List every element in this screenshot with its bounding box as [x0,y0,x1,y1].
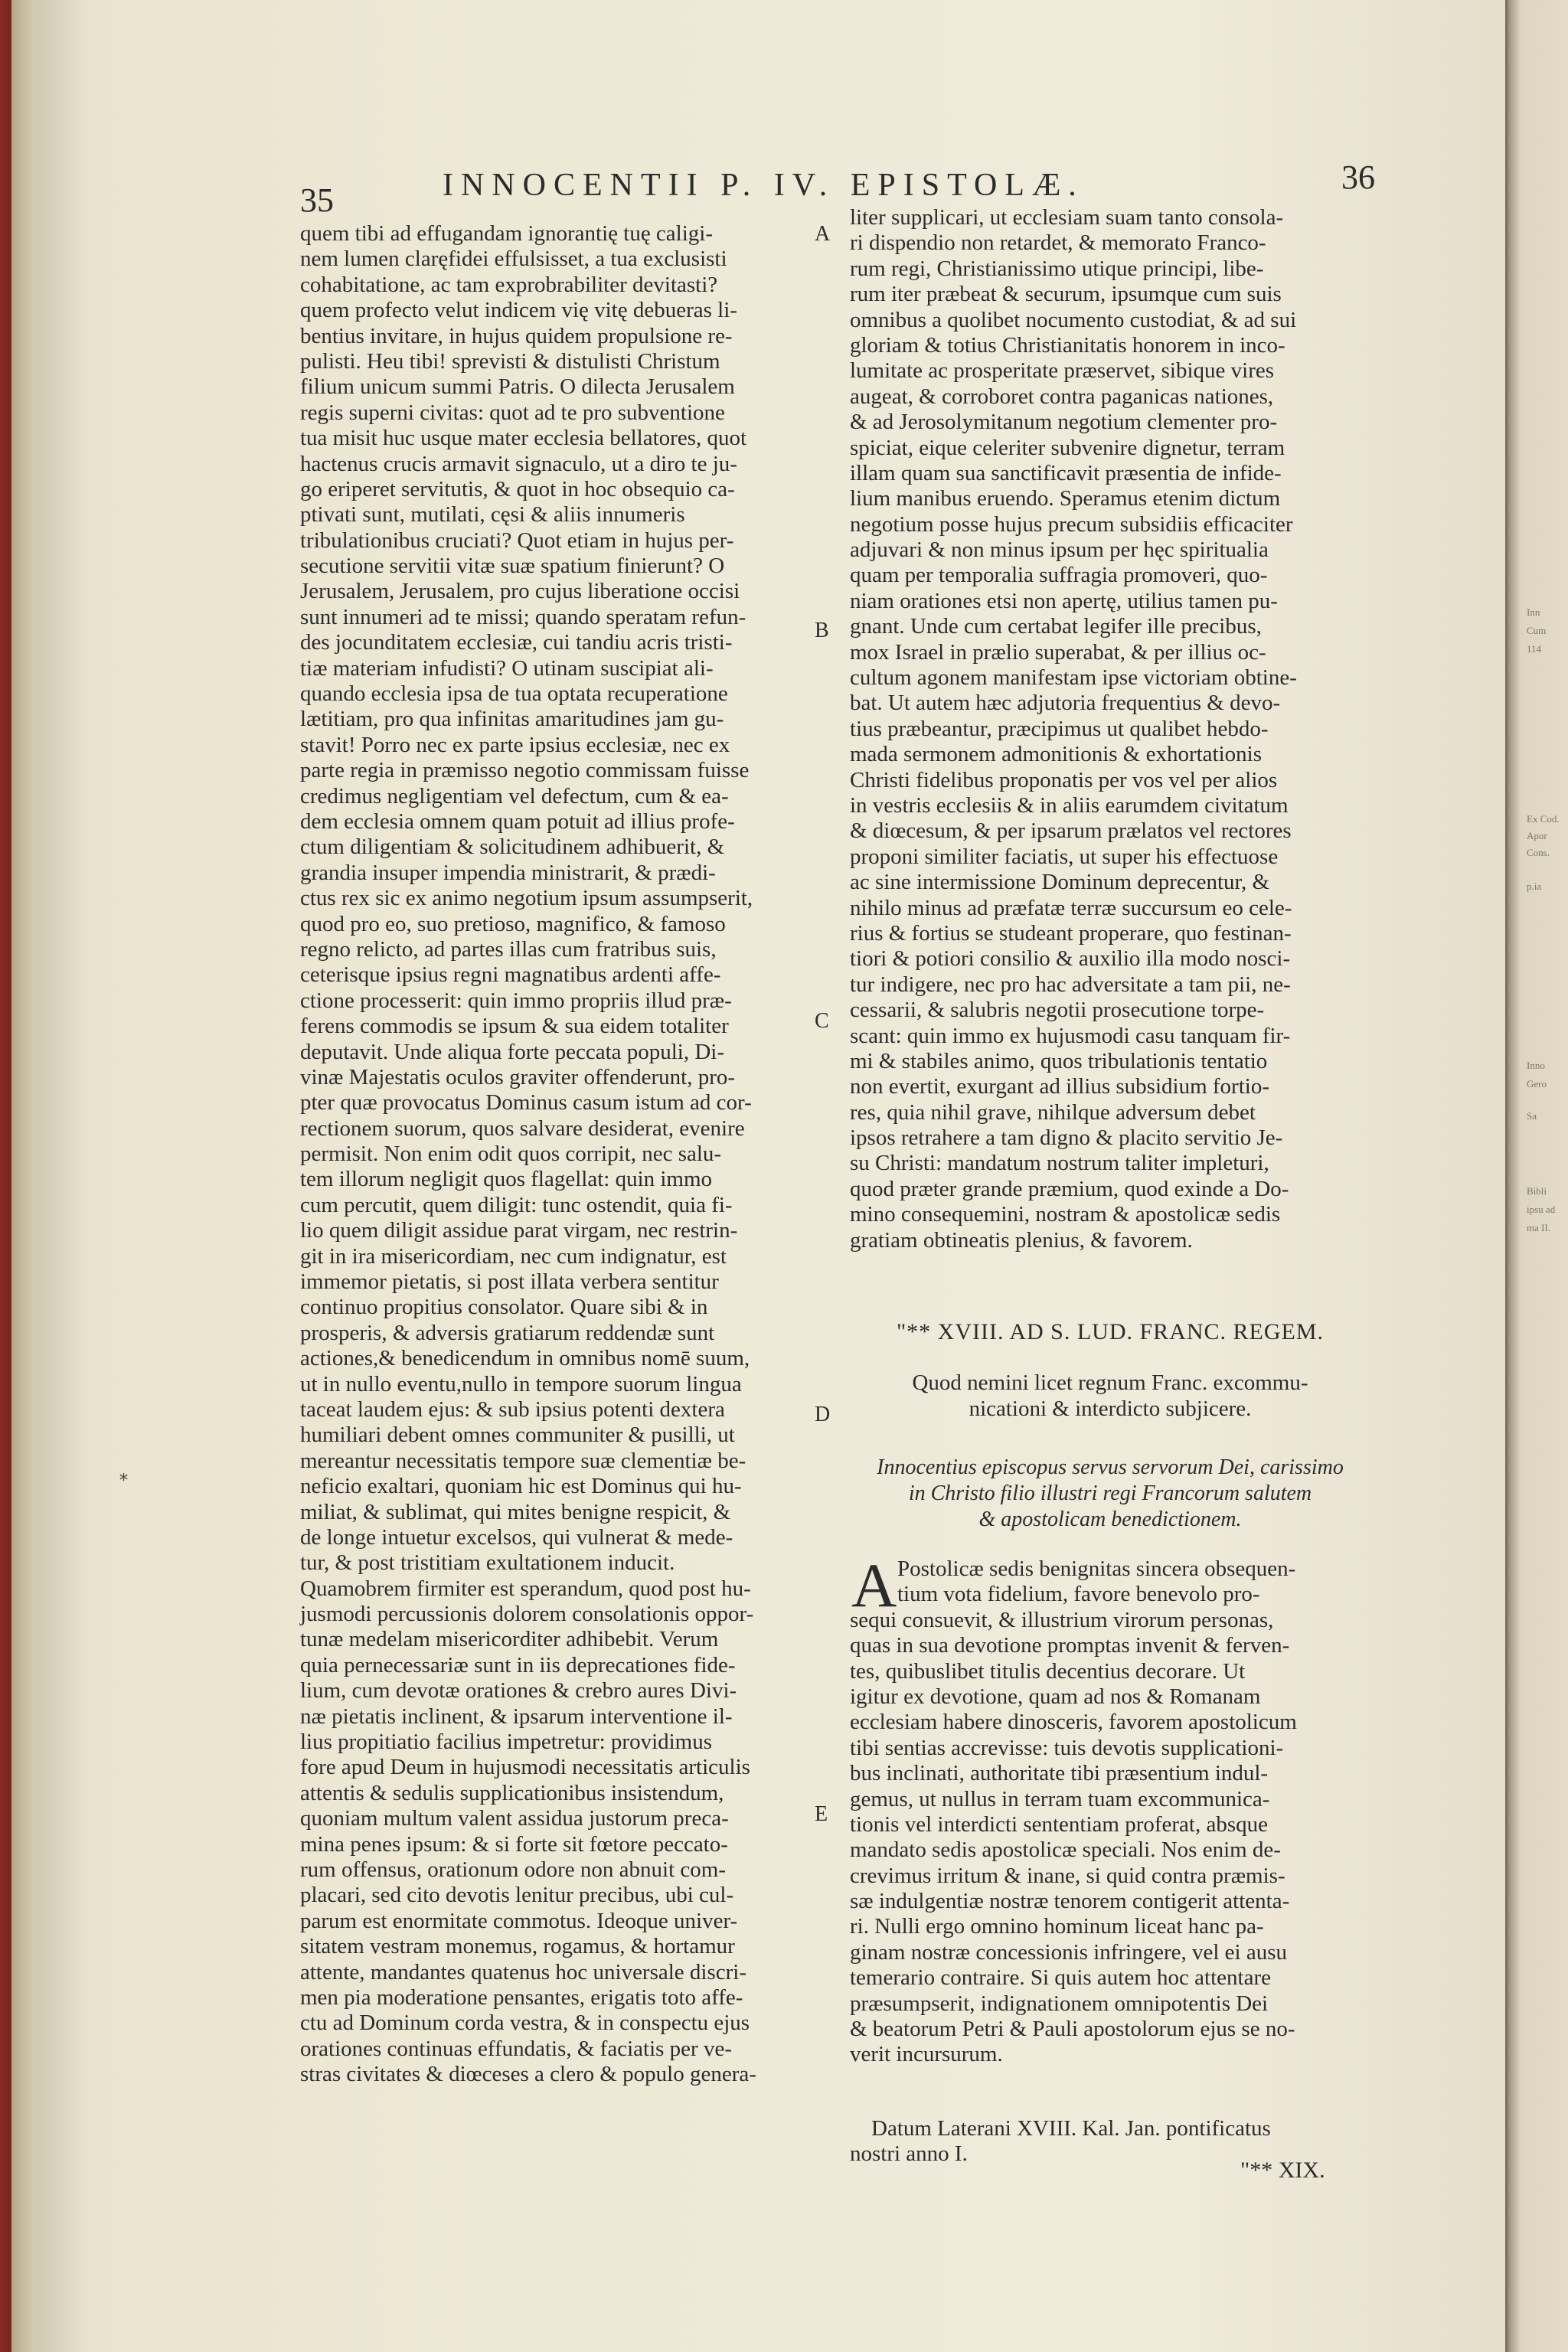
bleed-text: Cons. [1527,847,1550,858]
text-line: des jocunditatem ecclesiæ, cui tandiu acris tristi- [300,630,733,655]
text-line: mada sermonem admonitionis & exhortationis [850,742,1263,767]
text-line: quas in sua devotione promptas invenit & ferven- [850,1633,1290,1658]
text-line: tes, quibuslibet titulis decentius decorare. Ut [850,1658,1246,1684]
text-line: dem ecclesia omnem quam potuit ad illius profe- [300,808,735,834]
text-line: quod pro eo, suo pretioso, magnifico, & famoso [300,911,726,936]
text-line: mi & stabiles animo, quos tribulationis tentatio [850,1048,1268,1073]
text-line: ctione processerit: quin immo propriis illud præ- [300,988,732,1013]
text-line: res, quia nihil grave, nihilque adversum debet [850,1099,1256,1125]
text-line: secutione servitii vitæ suæ spatium finierunt? O [300,554,725,579]
text-line: regno relicto, ad partes illas cum fratribus suis, [300,936,717,962]
text-line: rum offensus, orationum odore non abnuit com- [300,1857,726,1882]
text-line: gratiam obtineatis plenius, & favorem. [850,1227,1193,1253]
text-line: lio quem diligit assidue parat virgam, nec restrin- [300,1218,738,1243]
bleed-text: Bibli [1527,1185,1547,1197]
text-line: ipsos retrahere a tam digno & placito servitio Je- [850,1125,1283,1151]
text-line: grandia insuper impendia ministrarit, & prædi- [300,860,716,885]
text-line: attentis & sedulis supplicationibus insistendum, [300,1780,724,1805]
text-line: ecclesiam habere dinosceris, favorem apostolicum [850,1710,1297,1735]
text-line: credimus negligentiam vel defectum, cum & ea- [300,783,729,808]
text-line: ut in nullo eventu,nullo in tempore suorum lingua [300,1371,742,1396]
margin-asterism: * [119,1472,128,1491]
bleed-text: Sa [1527,1110,1537,1122]
text-line: de longe intuetur excelsos, qui vulnerat & mede- [300,1524,733,1550]
text-line: go eriperet servitutis, & quot in hoc obsequio ca- [300,476,735,501]
text-line: lium manibus eruendo. Speramus etenim dictum [850,486,1281,511]
margin-letter-b: B [815,619,829,642]
text-line: augeat, & corroboret contra paganicas nationes, [850,384,1274,409]
text-line: pter quæ provocatus Dominus casum istum ad cor- [300,1090,752,1116]
text-line: mereantur necessitatis tempore suæ clementiæ be- [300,1448,746,1473]
text-line: lium, cum devotæ orationes & crebro aures Divi- [300,1678,737,1704]
text-line: ac sine intermissione Dominum deprecentur, & [850,870,1270,895]
text-line: ptivati sunt, mutilati, cęsi & aliis innumeris [300,502,685,528]
text-line: ctum diligentiam & solicitudinem adhibuerit, & [300,835,725,860]
bleed-text: Inn [1527,606,1540,618]
text-line: bat. Ut autem hæc adjutoria frequentius & devo- [850,691,1281,716]
text-line: su Christi: mandatum nostrum taliter impleturi, [850,1151,1269,1176]
bleed-text: p.ia [1527,880,1542,892]
text-line: liter supplicari, ut ecclesiam suam tanto consola- [850,205,1284,230]
bleed-text: Cum [1527,625,1547,636]
margin-letter-d: D [815,1403,831,1426]
text-line: ctu ad Dominum corda vestra, & in conspectu ejus [300,2011,750,2036]
text-line: næ pietatis inclinent, & ipsarum interventione il- [300,1704,733,1729]
text-line: tiæ materiam infudisti? O utinam suscipiat ali- [300,655,714,681]
text-line: spiciat, eique celeriter subvenire dignetur, terram [850,435,1285,460]
book-gutter [0,0,35,2352]
text-line: quem tibi ad effugandam ignorantię tuę caligi- [300,221,714,246]
text-line: prosperis, & adversis gratiarum reddendæ sunt [300,1320,715,1345]
text-line: & ad Jerosolymitanum negotium clementer pro- [850,410,1278,435]
text-line: temerario contraire. Si quis autem hoc attentare [850,1965,1271,1991]
text-line: git in ira misericordiam, nec cum indignatur, est [300,1243,727,1269]
epistle-heading: "** XVIII. AD S. LUD. FRANC. REGEM. [896,1319,1325,1344]
text-line: placari, sed cito devotis lenitur precibus, ubi cul- [300,1883,734,1908]
text-line: rum iter præbeat & securum, ipsumque cum suis [850,282,1282,307]
text-line: Christi fidelibus proponatis per vos vel per alios [850,767,1278,792]
salutation-line: Innocentius episcopus servus servorum Dei, carissimo [877,1455,1344,1479]
text-line: Quamobrem firmiter est sperandum, quod post hu- [300,1576,751,1601]
text-line: tem illorum negligit quos flagellat: quin immo [300,1167,713,1192]
text-line: immemor pietatis, si post illata verbera sentitur [300,1269,719,1295]
text-line: illam quam sua sanctificavit præsentia de infide- [850,460,1282,485]
text-line: parum est enormitate commotus. Ideoque univer- [300,1908,738,1933]
text-line: negotium posse hujus precum subsidiis efficaciter [850,511,1293,537]
epistle-salutation [850,1455,1370,1533]
text-line: attente, mandantes quatenus hoc universale discri- [300,1959,747,1984]
text-line: tunæ medelam misericorditer adhibebit. Verum [300,1627,719,1652]
text-line: regis superni civitas: quot ad te pro subventione [300,400,725,425]
text-line: mox Israel in prælio superabat, & per illius oc- [850,639,1266,665]
text-line: quam per temporalia suffragia promoveri, quo- [850,563,1268,588]
text-line: neficio exaltari, quoniam hic est Dominus qui hu- [300,1474,742,1499]
text-line: tium vota fidelium, favore benevolo pro- [897,1582,1260,1607]
margin-letter-e: E [815,1802,828,1826]
text-line: ceterisque ipsius regni magnatibus ardenti affe- [300,962,721,988]
text-line: gnant. Unde cum certabat legifer ille precibus, [850,614,1262,639]
epistle-summary [850,1370,1370,1422]
bleed-text: Inno [1527,1060,1545,1071]
text-line: ri dispendio non retardet, & memorato Franco- [850,230,1266,256]
text-line: actiones,& benedicendum in omnibus nomē suum, [300,1346,750,1371]
margin-letter-a: A [815,222,831,246]
text-line: mina penes ipsum: & si forte sit fœtore peccato- [300,1831,728,1857]
text-line: men pia moderatione pensantes, erigatis toto affe- [300,1984,743,2010]
text-line: nem lumen claręfidei effulsisset, a tua exclusisti [300,247,727,272]
text-line: mandato sedis apostolicæ speciali. Nos enim de- [850,1838,1281,1863]
salutation-line: & apostolicam benedictionem. [978,1508,1242,1531]
text-line: ctus rex sic ex animo negotium ipsum assumpserit, [300,886,753,911]
left-column [300,221,805,2088]
text-line: cohabitatione, ac tam exprobrabiliter devitasti? [300,272,718,297]
salutation-line: in Christo filio illustri regi Francorum salutem [908,1481,1312,1505]
text-line: igitur ex devotione, quam ad nos & Romanam [850,1684,1261,1709]
summary-line: Quod nemini licet regnum Franc. excommu- [912,1370,1308,1395]
text-line: bus inclinati, authoritate tibi præsentium indul- [850,1761,1269,1786]
bleed-text: Apur [1527,830,1547,841]
text-line: fore apud Deum in hujusmodi necessitatis articulis [300,1755,750,1780]
margin-letter-c: C [815,1009,829,1033]
text-line: Jerusalem, Jerusalem, pro cujus liberatione occisi [300,579,740,604]
drop-cap: A [851,1550,897,1620]
next-epistle-heading: "** XIX. [1240,2158,1325,2183]
bleed-text: Ex Cod. [1527,813,1560,825]
facing-page-edge [1505,0,1568,2352]
text-line: verit incursurum. [850,2042,1003,2067]
text-line: gloriam & totius Christianitatis honorem in inco- [850,332,1285,358]
text-line: præsumpserit, indignationem omnipotentis Dei [850,1991,1269,2016]
epistle-body [850,1550,1370,2068]
text-line: cessarii, & salubris negotii prosecutione torpe- [850,998,1265,1023]
text-line: rectionem suorum, quos salvare desiderat, evenire [300,1116,745,1141]
page-number-right: 36 [1341,158,1375,196]
text-line: tur indigere, nec pro hac adversitate a tam pii, ne- [850,972,1291,997]
text-line: taceat laudem ejus: & sub ipsius potenti dextera [300,1396,725,1422]
text-line: deputavit. Unde aliqua forte peccata populi, Di- [300,1039,725,1064]
date-line: nostri anno I. [850,2141,968,2167]
text-line: ginam nostræ concessionis infringere, vel ei ausu [850,1939,1288,1965]
text-line: tua misit huc usque mater ecclesia bellatores, quot [300,426,747,451]
text-line: hactenus crucis armavit signaculo, ut a diro te ju- [300,451,737,476]
text-line: tur, & post tristitiam exultationem inducit. [300,1550,675,1576]
text-line: nihilo minus ad præfatæ terræ succursum eo cele- [850,895,1292,920]
text-line: orationes continuas effundatis, & faciatis per ve- [300,2036,732,2061]
text-line: gemus, ut nullus in terram tuam excommunica- [850,1786,1270,1811]
text-line: scant: quin immo ex hujusmodi casu tanquam fir- [850,1023,1291,1048]
text-line: tius præbeantur, præcipimus ut qualibet hebdo- [850,716,1269,741]
text-line: jusmodi percussionis dolorem consolationis oppor- [300,1602,754,1627]
text-line: bentius invitare, in hujus quidem propulsione re- [300,323,733,348]
text-line: & beatorum Petri & Pauli apostolorum ejus se no- [850,2017,1295,2042]
text-line: tiori & potiori consilio & auxilio illa modo nosci- [850,946,1291,972]
text-line: in vestris ecclesiis & in aliis earumdem civitatum [850,792,1289,818]
text-line: crevimus irritum & inane, si quid contra præmis- [850,1863,1285,1888]
text-line: quando ecclesia ipsa de tua optata recuperatione [300,681,728,707]
text-line: sunt innumeri ad te missi; quando speratam refun- [300,604,746,629]
text-line: niam orationes etsi non apertę, utilius tamen pu- [850,588,1278,613]
text-line: quia pernecessariæ sunt in iis deprecationes fide- [300,1652,736,1677]
text-line: rum regi, Christianissimo utique principi, libe- [850,256,1264,281]
running-title: INNOCENTII P. IV. EPISTOLÆ. [443,168,1084,203]
text-line: pulisti. Heu tibi! sprevisti & distulisti Christum [300,348,720,374]
right-column [850,205,1370,1253]
text-line: ri. Nulli ergo omnino hominum liceat hanc pa- [850,1914,1264,1939]
text-line: lumitate ac prosperitate præservet, sibique vires [850,358,1275,384]
text-line: non evertit, exurgant ad illius subsidium fortio- [850,1074,1269,1099]
text-line: ferens commodis se ipsum & sua eidem totaliter [300,1014,729,1039]
text-line: tionis vel interdicti sententiam proferat, absque [850,1811,1269,1837]
text-line: & diœcesum, & per ipsarum prælatos vel rectores [850,818,1292,844]
text-line: quod præter grande præmium, quod exinde a Do- [850,1176,1289,1201]
text-line: lætitiam, pro qua infinitas amaritudines jam gu- [300,707,724,732]
text-line: proponi similiter faciatis, ut super his effectuose [850,844,1279,869]
text-line: permisit. Non enim odit quos corripit, nec salu- [300,1142,722,1167]
text-line: cum percutit, quem diligit: tunc ostendit, quia fi- [300,1192,733,1217]
text-line: parte regia in præmisso negotio commissam fuisse [300,758,750,783]
summary-line: nicationi & interdicto subjicere. [969,1396,1252,1421]
bleed-text: ma II. [1527,1222,1551,1233]
text-line: sequi consuevit, & illustrium virorum personas, [850,1607,1274,1632]
text-line: quem profecto velut indicem vię vitę debueras li- [300,298,737,323]
text-line: sitatem vestram monemus, rogamus, & hortamur [300,1934,735,1959]
text-line: humiliari debent omnes communiter & pusilli, ut [300,1423,735,1448]
text-line: vinæ Majestatis oculos graviter offenderunt, pro- [300,1064,736,1089]
text-line: lius propitiatio facilius impetretur: providimus [300,1730,713,1755]
date-line: Datum Laterani XVIII. Kal. Jan. pontificatus [871,2116,1271,2141]
text-line: filium unicum summi Patris. O dilecta Jerusalem [300,374,735,400]
text-line: miliat, & sublimat, qui mites benigne respicit, & [300,1499,731,1524]
text-line: Postolicæ sedis benignitas sincera obsequen- [897,1557,1296,1581]
bleed-text: 114 [1527,643,1542,655]
page-number-left: 35 [300,181,334,219]
text-line: tribulationibus cruciati? Quot etiam in hujus per- [300,528,734,553]
text-line: stras civitates & diœceses a clero & populo genera- [300,2062,756,2087]
text-line: quoniam multum valent assidua justorum preca- [300,1806,729,1831]
text-line: cultum agonem manifestam ipse victoriam obtine- [850,665,1297,691]
text-line: mino consequemini, nostram & apostolicæ sedis [850,1202,1281,1227]
text-line: continuo propitius consolator. Quare sibi & in [300,1295,708,1320]
bleed-text: ipsu ad [1527,1204,1556,1215]
text-line: adjuvari & non minus ipsum per hęc spiritualia [850,537,1269,563]
text-line: tibi sentias accrevisse: tuis devotis supplicationi- [850,1735,1284,1760]
text-line: stavit! Porro nec ex parte ipsius ecclesiæ, nec ex [300,732,730,757]
text-line: sæ indulgentiæ nostræ tenorem contigerit attenta- [850,1889,1290,1914]
text-line: omnibus a quolibet nocumento custodiat, & ad sui [850,307,1297,332]
bleed-text: Gero [1527,1078,1547,1089]
text-line: rius & fortius se studeant properare, quo festinan- [850,920,1292,946]
